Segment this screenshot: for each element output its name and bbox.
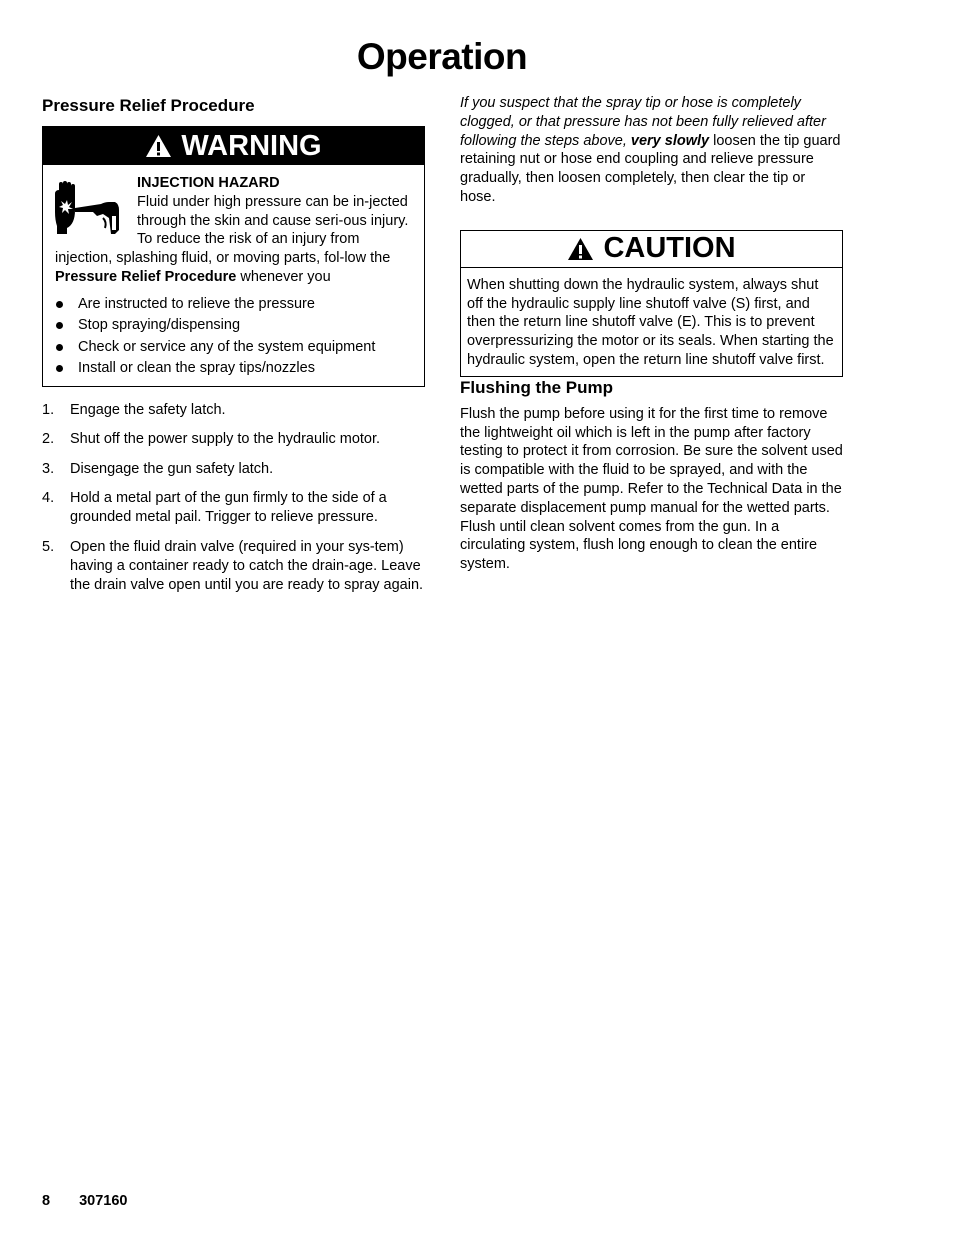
caution-label: CAUTION — [603, 232, 736, 265]
step-number: 3. — [42, 460, 55, 477]
intro-bold-italic: very slowly — [630, 132, 710, 149]
step-number: 1. — [42, 401, 55, 418]
step-number: 5. — [42, 538, 55, 555]
bullet-icon — [56, 322, 63, 329]
bullet-text: Install or clean the spray tips/nozzles — [78, 360, 315, 377]
step-text: Hold a metal part of the gun firmly to the side of a grounded metal pail. Trigger to relieve pressure. — [70, 490, 387, 526]
bullet-icon — [56, 301, 63, 308]
bullet-icon — [56, 365, 63, 372]
flushing-paragraph: Flush the pump before using it for the first time to remove the lightweight oil which is left in the pump after factory testing to protect it from corrosion. Be sure the solvent used is compatible with the fluid to be sprayed, and with the wetted parts of the pump. Refer to the Technical Data in the separate displacement pump manual for the wetted parts. Flush until clean solvent comes from the gun. In a circulating system, flush long enough to clean the entire system. — [460, 405, 843, 573]
procedure-steps — [42, 401, 425, 595]
hazard-title: INJECTION HAZARD — [137, 175, 280, 191]
intro-paragraph — [460, 94, 843, 207]
page-footer — [42, 1193, 127, 1209]
left-column — [42, 95, 425, 605]
list-item — [55, 315, 412, 337]
page-title: Operation — [356, 36, 528, 77]
bullet-icon — [56, 344, 63, 351]
bullet-text: Check or service any of the system equipment — [78, 338, 376, 355]
step-number: 4. — [42, 490, 55, 507]
section-title-flushing: Flushing the Pump — [460, 377, 613, 397]
list-item — [42, 489, 425, 527]
bullet-text: Stop spraying/dispensing — [78, 317, 241, 334]
step-text: Engage the safety latch. — [70, 401, 226, 418]
intro-italic: If you suspect that the spray tip or hose is completely clogged, or that pressure has not been fully relieved after following the steps above, — [460, 95, 826, 149]
warning-triangle-icon — [145, 134, 172, 158]
step-text: Open the fluid drain valve (required in your sys-tem) having a container ready to catch the drain-age. Leave the drain valve open until you are ready to spray again. — [70, 538, 424, 593]
list-item — [42, 460, 425, 479]
step-number: 2. — [42, 431, 55, 448]
warning-header — [43, 127, 424, 165]
list-item — [55, 294, 412, 316]
caution-box — [460, 230, 843, 377]
page-number: 8 — [42, 1193, 51, 1209]
step-text: Shut off the power supply to the hydraulic motor. — [70, 431, 381, 448]
warning-box — [42, 126, 425, 387]
right-column — [460, 94, 843, 574]
list-item — [42, 538, 425, 595]
hazard-text-bold: Pressure Relief Procedure — [55, 268, 237, 285]
list-item — [42, 430, 425, 449]
warning-body — [43, 165, 424, 386]
bullet-text: Are instructed to relieve the pressure — [78, 295, 315, 312]
caution-triangle-icon — [567, 237, 594, 261]
caution-text: When shutting down the hydraulic system, always shut off the hydraulic supply line shutoff valve (S) first, and then the return line shutoff valve (E). This is to prevent overpressurizing the motor or its seals. When starting the hydraulic system, open the return line shutoff valve first. — [467, 276, 834, 368]
intro-rest: loosen the tip guard retaining nut or hose end coupling and relieve pressure gradually, then loosen completely, then clear the tip or hose. — [460, 132, 841, 205]
warning-bullet-list — [55, 294, 412, 380]
hazard-text-after: whenever you — [236, 268, 331, 285]
document-number: 307160 — [79, 1193, 128, 1209]
section-title-pressure-relief: Pressure Relief Procedure — [42, 96, 255, 115]
list-item — [55, 337, 412, 359]
injection-hazard-icon — [53, 180, 121, 238]
hazard-text-before: Fluid under high pressure can be in-jected through the skin and cause seri-ous injury. To reduce the risk of an injury from injection, splashing fluid, or moving parts, fol-low the — [55, 193, 409, 267]
list-item — [42, 401, 425, 420]
step-text: Disengage the gun safety latch. — [70, 460, 274, 477]
list-item — [55, 358, 412, 380]
warning-label: WARNING — [181, 129, 322, 162]
caution-header — [461, 231, 842, 268]
